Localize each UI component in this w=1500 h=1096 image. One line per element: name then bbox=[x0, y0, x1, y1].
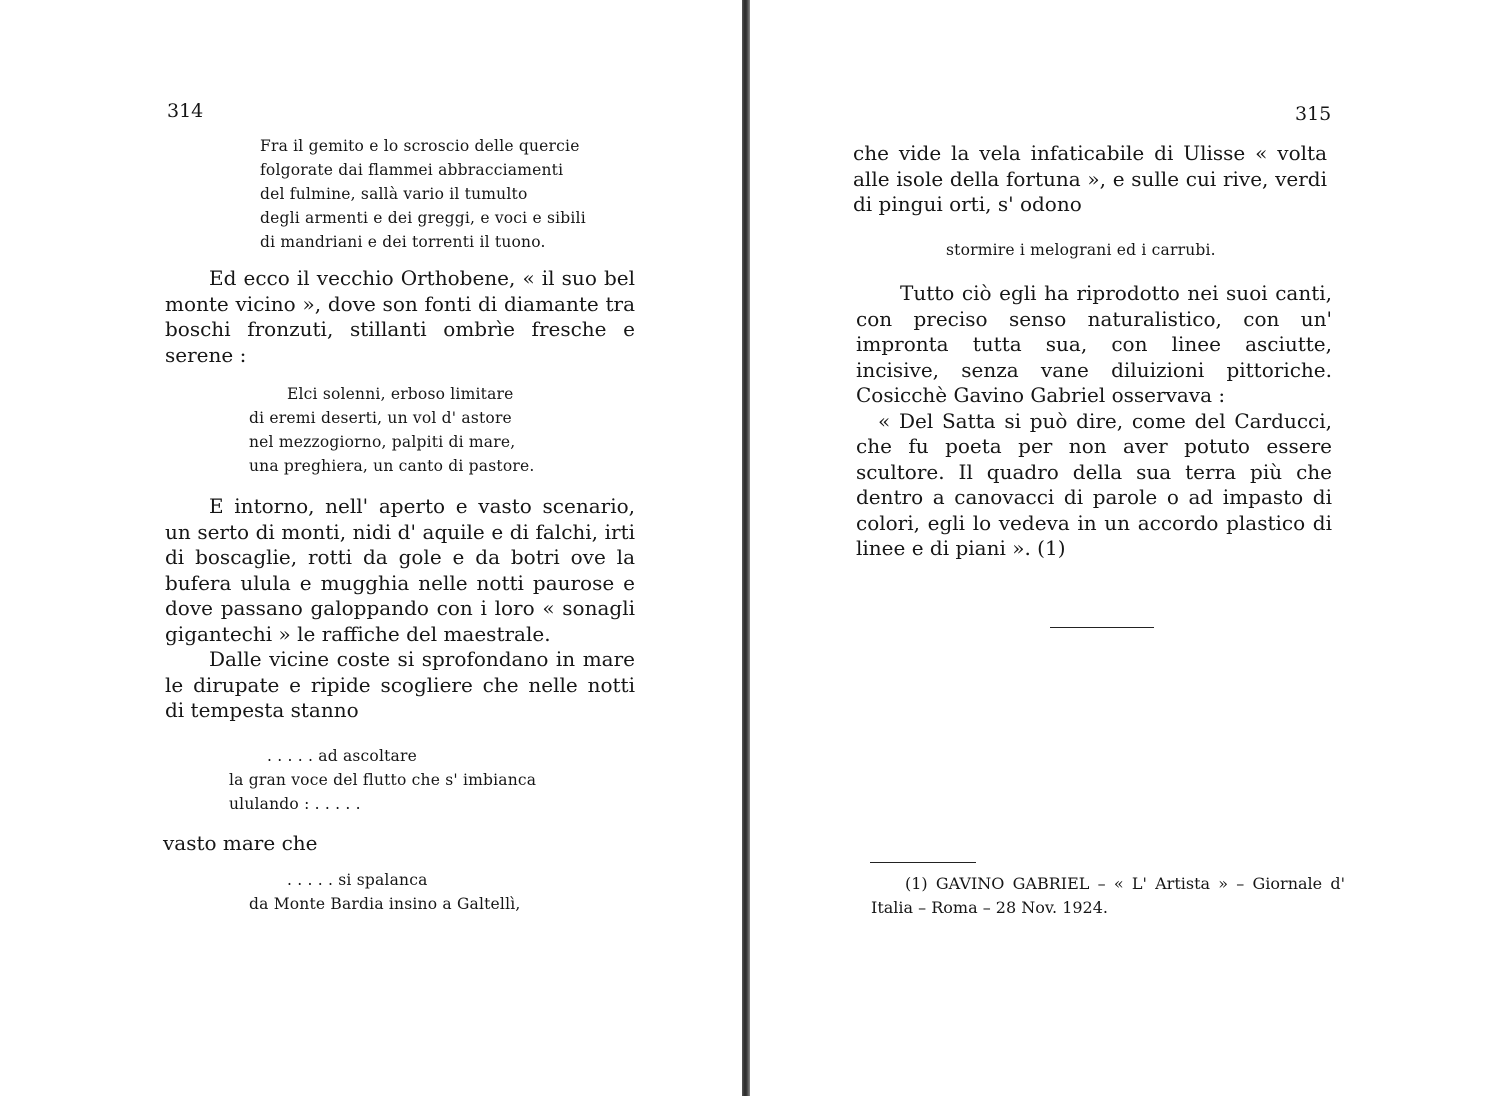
section-divider bbox=[1050, 627, 1154, 628]
verse-line: del fulmine, sallà vario il tumulto bbox=[260, 185, 528, 203]
prose-block-2 bbox=[165, 494, 635, 724]
verse-line: nel mezzogiorno, palpiti di mare, bbox=[249, 433, 516, 451]
verse-line: Elci solenni, erboso limitare bbox=[287, 385, 514, 403]
verse-block-2 bbox=[249, 382, 534, 478]
verse-line: . . . . . ad ascoltare bbox=[267, 747, 417, 765]
paragraph: Dalle vicine coste si sprofondano in mare le dirupate e ripide scogliere che nelle notti di tempesta stanno bbox=[165, 647, 635, 722]
book-gutter bbox=[742, 0, 750, 1096]
verse-line: folgorate dai flammei abbracciamenti bbox=[260, 161, 564, 179]
prose-block-5 bbox=[856, 281, 1332, 562]
footnote: (1) GAVINO GABRIEL – « L' Artista » – Giornale d' Italia – Roma – 28 Nov. 1924. bbox=[871, 874, 1345, 917]
verse-line: di eremi deserti, un vol d' astore bbox=[249, 409, 512, 427]
right-page bbox=[750, 0, 1500, 1096]
verse-block-3 bbox=[229, 744, 536, 816]
verse-line: ululando : . . . . . bbox=[229, 795, 361, 813]
verse-block-4 bbox=[249, 868, 521, 916]
page-number-left: 314 bbox=[167, 100, 204, 122]
paragraph: vasto mare che bbox=[163, 831, 318, 855]
paragraph: Ed ecco il vecchio Orthobene, « il suo bel monte vicino », dove son fonti di diamante tra boschi fronzuti, stillanti ombrìe fresche e serene : bbox=[165, 266, 635, 367]
footnote-rule bbox=[870, 862, 976, 863]
verse-block-5 bbox=[946, 238, 1216, 262]
paragraph: che vide la vela infaticabile di Ulisse « volta alle isole della fortuna », e sulle cui rive, verdi di pingui orti, s' odono bbox=[853, 141, 1327, 216]
verse-line: . . . . . si spalanca bbox=[287, 871, 428, 889]
verse-block-1 bbox=[260, 134, 586, 254]
verse-line: una preghiera, un canto di pastore. bbox=[249, 457, 535, 475]
verse-line: da Monte Bardia insino a Galtellì, bbox=[249, 895, 521, 913]
verse-line: Fra il gemito e lo scroscio delle quercie bbox=[260, 137, 580, 155]
paragraph: Tutto ciò egli ha riprodotto nei suoi canti, con preciso senso naturalistico, con un' impronta tutta sua, con linee asciutte, incisive, senza vane diluizioni pittoriche. Cosicchè Gavino Gabriel osservava : bbox=[856, 281, 1332, 407]
verse-line: degli armenti e dei greggi, e voci e sibili bbox=[260, 209, 586, 227]
verse-line: la gran voce del flutto che s' imbianca bbox=[229, 771, 537, 789]
prose-block-1 bbox=[165, 266, 635, 368]
prose-block-4 bbox=[853, 141, 1327, 218]
verse-line: di mandriani e dei torrenti il tuono. bbox=[260, 233, 546, 251]
prose-block-3 bbox=[163, 831, 633, 857]
paragraph: E intorno, nell' aperto e vasto scenario, un serto di monti, nidi d' aquile e di falchi, irti di boscaglie, rotti da gole e da botri ove la bufera ulula e mugghia nelle notti paurose e dove passano galoppando con i loro « sonagli gigantechi » le raffiche del maestrale. bbox=[165, 494, 635, 646]
verse-line: stormire i melograni ed i carrubi. bbox=[946, 241, 1216, 259]
page-number-right: 315 bbox=[1295, 103, 1332, 125]
left-page bbox=[0, 0, 744, 1096]
paragraph: « Del Satta si può dire, come del Carducci, che fu poeta per non aver potuto essere scultore. Il quadro della sua terra più che dentro a canovacci di parole o ad impasto di colori, egli lo vedeva in un accordo plastico di linee e di piani ». (1) bbox=[856, 408, 1332, 560]
